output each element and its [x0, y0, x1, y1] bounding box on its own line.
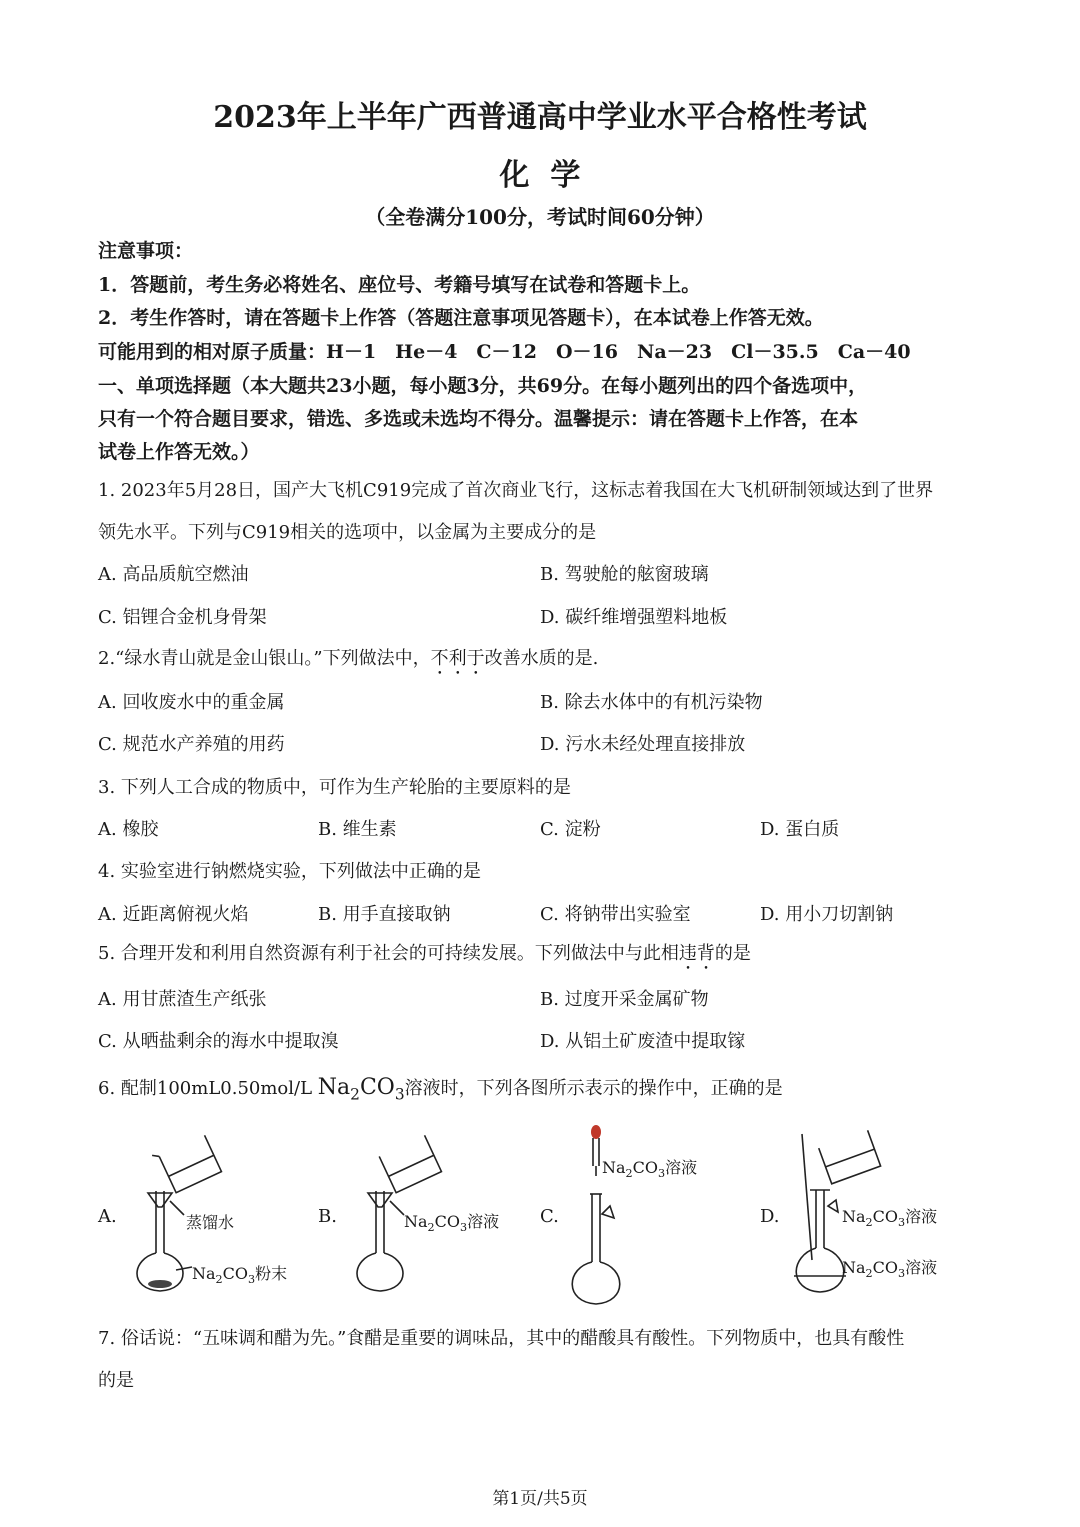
q2-option-c: C. 规范水产养殖的用药	[98, 734, 285, 755]
q3-option-a: A. 橡胶	[98, 819, 159, 840]
q1-stem-line1: 1. 2023年5月28日，国产大飞机C919完成了首次商业飞行，这标志着我国在大飞机研制领域达到了世界	[98, 480, 934, 501]
figure-d-label-top: $Na_2CO_3$溶液	[842, 1207, 938, 1230]
q2-stem-emphasis: 不利于	[430, 648, 485, 669]
q2-stem	[98, 644, 598, 679]
q2-option-d: D. 污水未经处理直接排放	[540, 734, 746, 755]
notice-item-2: 2．考生作答时，请在答题卡上作答（答题注意事项见答题卡），在本试卷上作答无效。	[98, 307, 824, 329]
q4-option-a: A. 近距离俯视火焰	[98, 904, 249, 925]
q2-option-b: B. 除去水体中的有机污染物	[540, 692, 763, 713]
q5-stem-emphasis: 违背	[678, 943, 715, 964]
section-heading-line3: 试卷上作答无效。）	[98, 441, 260, 463]
q2-option-a: A. 回收废水中的重金属	[98, 692, 285, 713]
q7-stem-line1: 7. 俗话说：“五味调和醋为先。”食醋是重要的调味品，其中的醋酸具有酸性。下列物质中，也具有酸性	[98, 1328, 905, 1349]
notice-item-1: 1．答题前，考生务必将姓名、座位号、考籍号填写在试卷和答题卡上。	[98, 274, 701, 296]
q4-option-b: B. 用手直接取钠	[318, 904, 451, 925]
q1-option-a: A. 高品质航空燃油	[98, 564, 249, 585]
q6-figure-c-letter: C.	[540, 1206, 559, 1227]
q1-option-d: D. 碳纤维增强塑料地板	[540, 607, 728, 628]
exam-info: （全卷满分100分，考试时间60分钟）	[365, 205, 715, 229]
atomic-masses: 可能用到的相对原子质量：H－1 He－4 C－12 O－16 Na－23 Cl－35.5 Ca－40	[98, 341, 911, 363]
page-number: 第1页/共5页	[492, 1489, 588, 1509]
q3-stem: 3. 下列人工合成的物质中，可作为生产轮胎的主要原料的是	[98, 777, 571, 798]
q5-stem-post: 的是	[714, 943, 751, 964]
q4-stem: 4. 实验室进行钠燃烧实验，下列做法中正确的是	[98, 861, 481, 882]
q3-option-b: B. 维生素	[318, 819, 397, 840]
q6-figure-d-letter: D.	[760, 1206, 780, 1227]
q1-option-b: B. 驾驶舱的舷窗玻璃	[540, 564, 709, 585]
exam-title: 2023年上半年广西普通高中学业水平合格性考试	[213, 100, 867, 135]
q5-stem-pre: 5. 合理开发和利用自然资源有利于社会的可持续发展。下列做法中与此相	[98, 943, 679, 964]
q5-stem	[98, 939, 751, 974]
q6-stem-pre: 6. 配制100mL0.50mol/L	[98, 1078, 318, 1099]
q2-stem-pre: 2.“绿水青山就是金山银山。”下列做法中，	[98, 648, 431, 669]
section-heading-line2: 只有一个符合题目要求，错选、多选或未选均不得分。温馨提示：请在答题卡上作答，在本	[98, 408, 859, 430]
q7-stem-line2: 的是	[98, 1370, 134, 1391]
subject-title: 化 学	[499, 158, 581, 193]
q2-stem-post: 改善水质的是.	[484, 648, 599, 669]
figure-b-label: $Na_2CO_3$溶液	[404, 1212, 500, 1235]
figure-c-label: $Na_2CO_3$溶液	[602, 1158, 698, 1181]
q1-stem-line2: 领先水平。下列与C919相关的选项中，以金属为主要成分的是	[98, 522, 597, 543]
q5-option-a: A. 用甘蔗渣生产纸张	[98, 989, 267, 1010]
q3-option-c: C. 淀粉	[540, 819, 601, 840]
q5-option-d: D. 从铝土矿废渣中提取镓	[540, 1031, 746, 1052]
section-heading-line1: 一、单项选择题（本大题共23小题，每小题3分，共69分。在每小题列出的四个备选项中，	[98, 375, 868, 397]
figure-a-label-powder: $Na_2CO_3$粉末	[192, 1264, 288, 1287]
figure-d-label-bottom: $Na_2CO_3$溶液	[842, 1258, 938, 1281]
q6-stem	[98, 1074, 783, 1103]
notice-heading: 注意事项：	[98, 240, 194, 262]
q5-option-b: B. 过度开采金属矿物	[540, 989, 709, 1010]
q3-option-d: D. 蛋白质	[760, 819, 840, 840]
q6-figure-b-letter: B.	[318, 1206, 337, 1227]
q6-formula: $Na_2CO_3$	[317, 1075, 405, 1104]
q4-option-c: C. 将钠带出实验室	[540, 904, 691, 925]
q6-stem-post: 溶液时，下列各图所示表示的操作中，正确的是	[404, 1078, 783, 1099]
figure-a-label-water: 蒸馏水	[186, 1213, 235, 1232]
q1-option-c: C. 铝锂合金机身骨架	[98, 607, 267, 628]
q4-option-d: D. 用小刀切割钠	[760, 904, 894, 925]
q6-figure-a-letter: A.	[98, 1206, 117, 1227]
figure-c-dropper-flask	[560, 1122, 650, 1308]
q5-option-c: C. 从晒盐剩余的海水中提取溴	[98, 1031, 339, 1052]
